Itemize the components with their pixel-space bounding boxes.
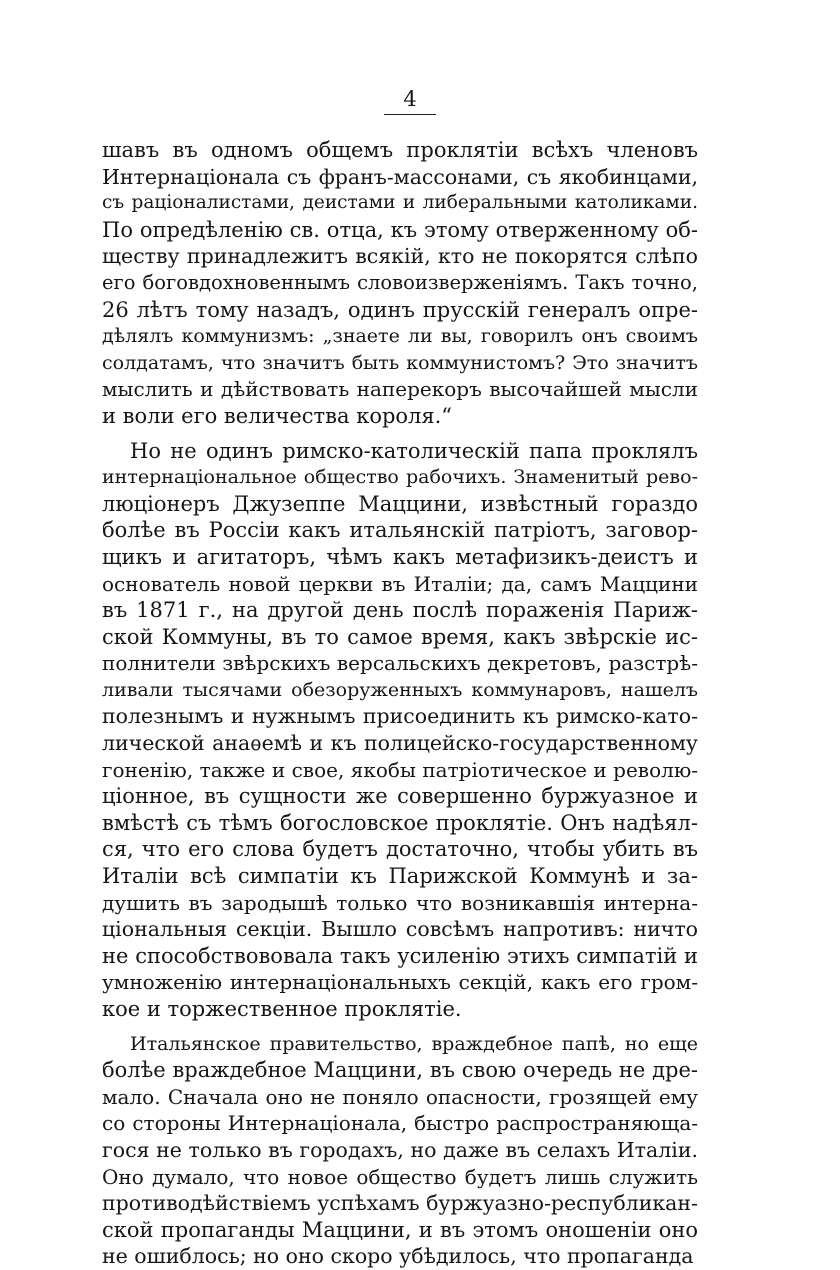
text-line: ской пропаганды Маццини, и въ этомъ оношеніи оно <box>102 1217 698 1242</box>
page-number: 4 <box>403 87 417 111</box>
text-line: основатель новой церкви въ Италіи; да, самъ Маццини <box>102 571 698 596</box>
text-line: 26 лѣтъ тому назадъ, одинъ прусскій генералъ опре- <box>102 297 698 322</box>
text-line: противодѣйствіемъ успѣхамъ буржуазно-республикан- <box>102 1191 698 1216</box>
text-line: Оно думало, что новое общество будетъ лишь служить <box>102 1164 698 1189</box>
text-line: болѣе въ Россіи какъ итальянскій патріотъ, заговор- <box>102 518 698 543</box>
text-line: ціональныя секціи. Вышло совсѣмъ напротивъ: ничто <box>102 917 698 942</box>
paragraph-gap <box>102 430 698 438</box>
text-line: лической анаѳемѣ и къ полицейско-государственному <box>102 731 698 756</box>
text-line: мало. Сначала оно не поняло опасности, грозящей ему <box>102 1084 698 1109</box>
text-line: интернаціональное общество рабочихъ. Знаменитый рево- <box>102 466 698 489</box>
text-line: ціонное, въ сущности же совершенно буржуазное и <box>102 784 698 809</box>
text-line: ливали тысячами обезоруженныхъ коммунаровъ, нашелъ <box>102 678 698 701</box>
text-line: гося не только въ городахъ, но даже въ селахъ Италіи. <box>102 1137 698 1162</box>
text-line: щикъ и агитаторъ, чѣмъ какъ метафизикъ-деистъ и <box>102 544 698 569</box>
text-line: душить въ зародышѣ только что возникавшія интерна- <box>102 890 698 915</box>
text-line: Италіи всѣ симпатіи къ Парижской Коммунѣ и за- <box>102 864 698 889</box>
text-line: и воли его величества короля.“ <box>102 403 453 428</box>
text-line: ской Коммуны, въ то самое время, какъ звѣрскіе ис- <box>102 624 698 649</box>
text-line: ся, что его слова будетъ достаточно, чтобы убить въ <box>102 837 698 862</box>
text-line: Интернаціонала съ франъ-массонами, съ якобинцами, <box>102 164 698 189</box>
text-line: въ 1871 г., на другой день послѣ пораженія Париж- <box>102 598 698 623</box>
text-line: вмѣстѣ съ тѣмъ богословское проклятіе. Онъ надѣял- <box>102 810 698 835</box>
text-line: ществу принадлежитъ всякій, кто не покорятся слѣпо <box>102 244 698 269</box>
text-line: болѣе враждебное Маццини, въ свою очередь не дре- <box>102 1058 698 1083</box>
text-line: шавъ въ одномъ общемъ проклятіи всѣхъ членовъ <box>102 138 698 162</box>
text-line: полнители звѣрскихъ версальскихъ декретовъ, разстрѣ- <box>102 651 698 676</box>
text-line: кое и торжественное проклятіе. <box>102 997 462 1021</box>
paragraph-gap <box>102 1023 698 1031</box>
page-number-rule <box>384 114 436 115</box>
text-line: его боговдохновеннымъ словоизверженіямъ. Такъ точно, <box>102 270 698 294</box>
text-line: не ошиблось; но оно скоро убѣдилось, что пропаганда <box>102 1244 694 1269</box>
paragraph <box>102 438 698 1023</box>
paragraph <box>102 1031 698 1270</box>
paragraph <box>102 137 698 430</box>
body-text <box>102 137 698 1270</box>
text-line: мыслить и дѣйствовать наперекоръ высочайшей мысли <box>102 377 698 402</box>
text-line: гоненію, также и свое, якобы патріотическое и револю- <box>102 757 698 782</box>
text-line: со стороны Интернаціонала, быстро распространяюща- <box>102 1111 698 1136</box>
text-line: Но не одинъ римско-католическій папа проклялъ <box>130 438 698 463</box>
text-line: солдатамъ, что значитъ быть коммунистомъ? Это значитъ <box>102 351 698 374</box>
text-line: не способствововала такъ усиленію этихъ симпатій и <box>102 943 698 968</box>
text-line: люціонеръ Джузеппе Маццини, извѣстный гораздо <box>102 491 698 516</box>
text-line: умноженію интернаціональныхъ секцій, какъ его гром- <box>102 970 698 995</box>
text-line: дѣлялъ коммунизмъ: „знаете ли вы, говорилъ онъ своимъ <box>102 325 698 348</box>
text-line: По опредѣленію св. отца, къ этому отверженному об- <box>102 217 698 242</box>
text-line: полезнымъ и нужнымъ присоединить къ римско-като- <box>102 704 698 729</box>
text-line: съ раціоналистами, деистами и либеральными католиками. <box>102 192 698 214</box>
text-line: Итальянское правительство, враждебное папѣ, но еще <box>130 1032 698 1055</box>
